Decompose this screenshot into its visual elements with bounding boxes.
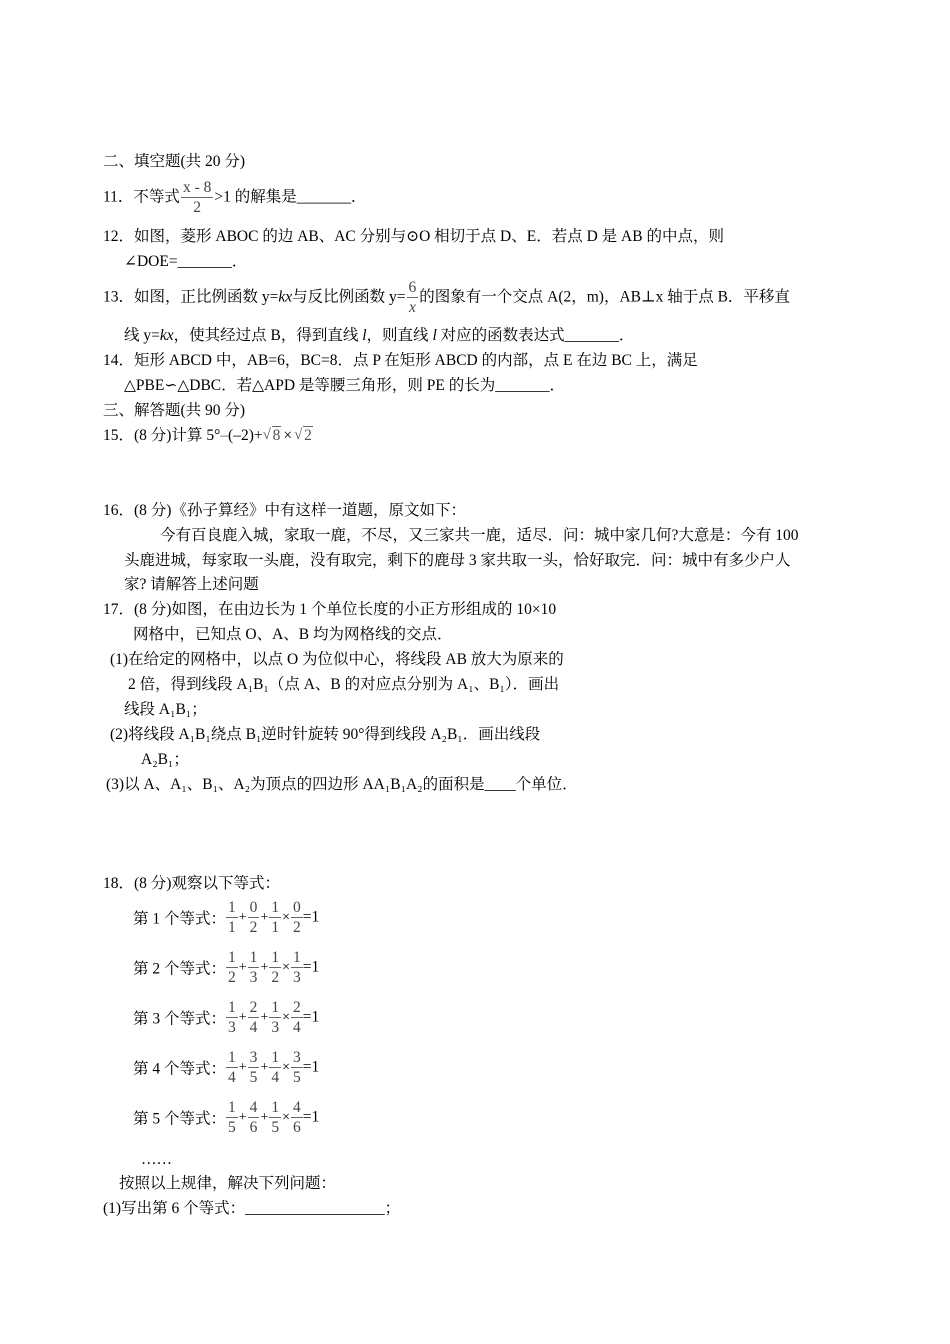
fraction-b: $\frac{4}{6}$ xyxy=(249,1099,258,1136)
question-17-part1: (1)在给定的网格中，以点 O 为位似中心，将线段 AB 放大为原来的 xyxy=(110,651,564,668)
question-16-line4: 家? 请解答上述问题 xyxy=(124,576,259,593)
sqrt-8: √ 8 xyxy=(263,426,282,446)
question-17-part1-cont: 2 倍，得到线段 A₁B₁（点 A、B 的对应点分别为 A₁、B₁）．画出 xyxy=(128,676,560,693)
fraction-c: $\frac{1}{2}$ xyxy=(271,949,280,986)
equation-label: 第 1 个等式： xyxy=(133,910,227,928)
fraction-a: $\frac{1}{4}$ xyxy=(228,1049,236,1086)
question-13-line1: 13．如图，正比例函数 y=kx与反比例函数 y= $\frac{6}{x}$ 的图象有一个交点 A(2，m)，AB⊥x 轴于点 B．平移直 xyxy=(103,279,790,316)
question-18-title: 18．(8 分)观察以下等式： xyxy=(103,875,280,892)
question-11 xyxy=(103,178,366,217)
question-17-line2: 网格中，已知点 O、A、B 均为网格线的交点． xyxy=(133,626,453,643)
question-16-line1: 16．(8 分)《孙子算经》中有这样一道题，原文如下： xyxy=(103,502,466,519)
question-17-part1-end: 线段 A₁B₁； xyxy=(124,701,207,718)
equation-result: =1 xyxy=(302,1108,320,1126)
ellipsis: …… xyxy=(141,1151,172,1168)
fraction-b: $\frac{0}{2}$ xyxy=(249,899,258,936)
equation-result: =1 xyxy=(302,958,320,976)
equation-label: 第 4 个等式： xyxy=(133,1060,227,1078)
q11-prefix: 11．不等式 xyxy=(103,188,180,206)
fraction-c: $\frac{1}{5}$ xyxy=(271,1099,280,1136)
question-18-instruction: 按照以上规律，解决下列问题： xyxy=(119,1175,337,1192)
fraction-c: $\frac{1}{1}$ xyxy=(271,899,280,936)
fraction-a: $\frac{1}{1}$ xyxy=(228,899,236,936)
question-17-line1: 17．(8 分)如图，在由边长为 1 个单位长度的小正方形组成的 10×10 xyxy=(103,601,557,618)
q11-fraction: $\frac{x - 8}{2}$ xyxy=(182,179,212,216)
fraction-a: $\frac{1}{2}$ xyxy=(228,949,236,986)
equation-2: 第 2 个等式： $\frac{1}{2}$ + $\frac{1}{3}$ + $\frac{1}{2}$ × $\frac{1}{3}$ =1 xyxy=(133,949,320,986)
equation-1: 第 1 个等式： $\frac{1}{1}$ + $\frac{0}{2}$ + $\frac{1}{1}$ × $\frac{0}{2}$ =1 xyxy=(133,899,320,936)
question-18-part1: (1)写出第 6 个等式：__________________； xyxy=(103,1200,401,1217)
section-3-title: 三、解答题(共 90 分) xyxy=(103,402,246,419)
fraction-d: $\frac{0}{2}$ xyxy=(292,899,301,936)
sqrt-2: √ 2 xyxy=(294,426,313,446)
equation-result: =1 xyxy=(302,1008,320,1026)
equation-label: 第 3 个等式： xyxy=(133,1010,227,1028)
fraction-a: $\frac{1}{5}$ xyxy=(228,1099,236,1136)
fraction-d: $\frac{2}{4}$ xyxy=(292,999,301,1036)
fraction-b: $\frac{2}{4}$ xyxy=(249,999,258,1036)
question-12-line1: 12．如图，菱形 ABOC 的边 AB、AC 分别与⊙O 相切于点 D、E．若点 D 是 AB 的中点，则 xyxy=(103,228,724,245)
question-16-line2: 今有百良鹿入城，家取一鹿，不尽，又三家共一鹿，适尽．问：城中家几何?大意是：今有 100 xyxy=(160,527,799,544)
question-14-line2: △PBE∽△DBC．若△APD 是等腰三角形，则 PE 的长为_______． xyxy=(124,377,566,394)
question-15: 15．(8 分)计算 5°–(–2)+√ 8 ×√ 2 xyxy=(103,426,313,446)
question-12-line2: ∠DOE=_______． xyxy=(124,253,248,270)
equation-result: =1 xyxy=(302,908,320,926)
q13-fraction: $\frac{6}{x}$ xyxy=(408,279,417,316)
question-17-part2-end: A₂B₁； xyxy=(141,751,189,768)
fraction-d: $\frac{3}{5}$ xyxy=(292,1049,301,1086)
equation-label: 第 2 个等式： xyxy=(133,960,227,978)
question-13-line2: 线 y=kx，使其经过点 B，得到直线 l，则直线 l 对应的函数表达式_______． xyxy=(124,327,635,344)
equation-3: 第 3 个等式： $\frac{1}{3}$ + $\frac{2}{4}$ + $\frac{1}{3}$ × $\frac{2}{4}$ =1 xyxy=(133,999,320,1036)
question-16-line3: 头鹿进城，每家取一头鹿，没有取完，剩下的鹿母 3 家共取一头，恰好取完．问：城中有多少户人 xyxy=(124,552,791,569)
fraction-c: $\frac{1}{4}$ xyxy=(271,1049,280,1086)
equation-5: 第 5 个等式： $\frac{1}{5}$ + $\frac{4}{6}$ + $\frac{1}{5}$ × $\frac{4}{6}$ =1 xyxy=(133,1099,320,1136)
fraction-a: $\frac{1}{3}$ xyxy=(228,999,236,1036)
fraction-c: $\frac{1}{3}$ xyxy=(271,999,280,1036)
equation-result: =1 xyxy=(302,1058,320,1076)
question-17-part2: (2)将线段 A₁B₁绕点 B₁逆时针旋转 90°得到线段 A₂B₁．画出线段 xyxy=(110,726,541,743)
fraction-d: $\frac{4}{6}$ xyxy=(292,1099,301,1136)
q11-suffix: >1 的解集是_______． xyxy=(214,188,367,206)
question-17-part3: (3)以 A、A₁、B₁、A₂为顶点的四边形 AA₁B₁A₂的面积是____个单位． xyxy=(106,776,578,793)
section-2-title: 二、填空题(共 20 分) xyxy=(103,153,246,170)
equation-4: 第 4 个等式： $\frac{1}{4}$ + $\frac{3}{5}$ + $\frac{1}{4}$ × $\frac{3}{5}$ =1 xyxy=(133,1049,320,1086)
fraction-b: $\frac{3}{5}$ xyxy=(249,1049,258,1086)
fraction-d: $\frac{1}{3}$ xyxy=(292,949,301,986)
fraction-b: $\frac{1}{3}$ xyxy=(249,949,258,986)
question-14-line1: 14．矩形 ABCD 中，AB=6，BC=8．点 P 在矩形 ABCD 的内部，点 E 在边 BC 上，满足 xyxy=(103,352,698,369)
equation-label: 第 5 个等式： xyxy=(133,1110,227,1128)
